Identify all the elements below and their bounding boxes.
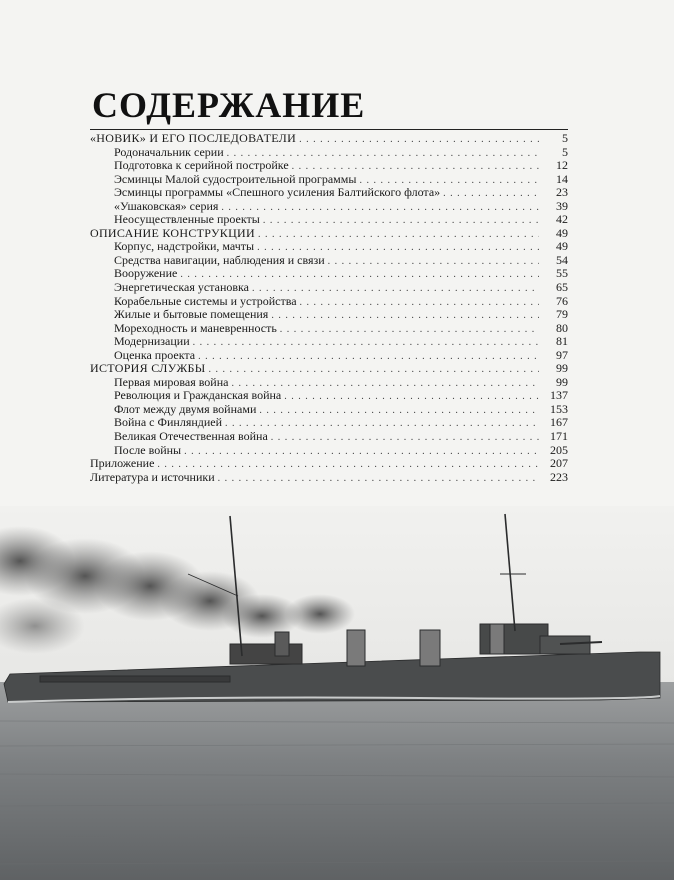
- toc-entry-label: Революция и Гражданская война: [114, 388, 282, 403]
- toc-page-number: 39: [556, 198, 568, 213]
- title-underline: [90, 129, 568, 130]
- dot-leader: [198, 350, 539, 364]
- toc-entry[interactable]: [90, 200, 568, 214]
- toc-page-number: 55: [556, 266, 568, 281]
- toc-entry-label: Средства навигации, наблюдения и связи: [114, 252, 325, 267]
- toc-entry[interactable]: [90, 403, 568, 417]
- toc-page-number: 79: [556, 307, 568, 322]
- toc-entry[interactable]: [90, 322, 568, 336]
- dot-leader: [263, 214, 539, 228]
- dot-leader: [280, 323, 539, 337]
- toc-entry[interactable]: [90, 376, 568, 390]
- dot-leader: [193, 336, 539, 350]
- toc-entry-label: «Ушаковская» серия: [114, 198, 219, 213]
- toc-entry[interactable]: [90, 416, 568, 430]
- dot-leader: [443, 187, 539, 201]
- dot-leader: [258, 228, 539, 242]
- toc-entry[interactable]: [90, 213, 568, 227]
- dot-leader: [225, 417, 539, 431]
- toc-entry[interactable]: [90, 281, 568, 295]
- toc-entry[interactable]: [90, 430, 568, 444]
- toc-page-number: 65: [556, 280, 568, 295]
- toc-entry-label: ОПИСАНИЕ КОНСТРУКЦИИ: [90, 225, 255, 240]
- toc-page-number: 97: [556, 347, 568, 362]
- toc-entry-label: Энергетическая установка: [114, 280, 250, 295]
- toc-entry[interactable]: [90, 389, 568, 403]
- toc-entry[interactable]: [90, 146, 568, 160]
- toc-entry-label: Вооружение: [114, 266, 178, 281]
- toc-entry-label: Подготовка к серийной постройке: [114, 158, 289, 173]
- toc-entry-label: Корабельные системы и устройства: [114, 293, 297, 308]
- destroyer-photo: [0, 506, 674, 880]
- toc-page-number: 49: [556, 239, 568, 254]
- toc-entry[interactable]: [90, 227, 568, 241]
- toc-entry[interactable]: [90, 308, 568, 322]
- toc-entry-label: Модернизации: [114, 334, 190, 349]
- toc-entry-label: ИСТОРИЯ СЛУЖБЫ: [90, 361, 206, 376]
- toc-page-number: 42: [556, 212, 568, 227]
- toc-page-number: 137: [550, 388, 568, 403]
- toc-entry[interactable]: [90, 349, 568, 363]
- toc-entry-label: Флот между двумя войнами: [114, 401, 257, 416]
- page-title: СОДЕРЖАНИЕ: [92, 85, 366, 125]
- toc-entry-label: Неосуществленные проекты: [114, 212, 260, 227]
- toc-page-number: 171: [550, 429, 568, 444]
- dot-leader: [271, 309, 539, 323]
- toc-entry-label: Эсминцы Малой судостроительной программы: [114, 171, 357, 186]
- toc-entry-label: Родоначальник серии: [114, 144, 224, 159]
- toc-page-number: 54: [556, 252, 568, 267]
- toc-entry[interactable]: [90, 159, 568, 173]
- toc-entry-label: Корпус, надстройки, мачты: [114, 239, 255, 254]
- toc-page-number: 205: [550, 442, 568, 457]
- dot-leader: [218, 472, 539, 486]
- toc-entry[interactable]: [90, 186, 568, 200]
- dot-leader: [328, 255, 539, 269]
- toc-page-number: 153: [550, 401, 568, 416]
- dot-leader: [271, 431, 539, 445]
- toc-page-number: 23: [556, 185, 568, 200]
- table-of-contents: [90, 132, 568, 484]
- toc-page-number: 5: [562, 131, 568, 145]
- toc-entry-label: Приложение: [90, 456, 155, 471]
- toc-entry-label: Первая мировая война: [114, 374, 229, 389]
- toc-entry[interactable]: [90, 335, 568, 349]
- toc-entry[interactable]: [90, 295, 568, 309]
- toc-page-number: 207: [550, 456, 568, 471]
- toc-page-number: 223: [550, 469, 568, 484]
- toc-page-number: 49: [556, 225, 568, 240]
- dot-leader: [284, 390, 539, 404]
- dot-leader: [300, 296, 539, 310]
- toc-entry[interactable]: [90, 240, 568, 254]
- dot-leader: [184, 445, 539, 459]
- toc-entry[interactable]: [90, 173, 568, 187]
- toc-page-number: 5: [562, 144, 568, 159]
- toc-page-number: 12: [556, 158, 568, 173]
- toc-page-number: 14: [556, 171, 568, 186]
- toc-entry-label: Великая Отечественная война: [114, 429, 268, 444]
- dot-leader: [209, 363, 540, 377]
- toc-entry[interactable]: [90, 254, 568, 268]
- dot-leader: [221, 201, 539, 215]
- toc-entry[interactable]: [90, 444, 568, 458]
- toc-entry-label: Жилые и бытовые помещения: [114, 307, 269, 322]
- toc-entry-label: Мореходность и маневренность: [114, 320, 277, 335]
- toc-entry[interactable]: [90, 471, 568, 485]
- dot-leader: [259, 404, 539, 418]
- toc-entry[interactable]: [90, 457, 568, 471]
- toc-page-number: 76: [556, 293, 568, 308]
- toc-entry[interactable]: [90, 267, 568, 281]
- toc-entry-label: Литература и источники: [90, 469, 215, 484]
- toc-entry-label: После войны: [114, 442, 182, 457]
- toc-entry-label: «НОВИК» И ЕГО ПОСЛЕДОВАТЕЛИ: [90, 131, 297, 145]
- toc-page-number: 99: [556, 374, 568, 389]
- toc-entry[interactable]: [90, 362, 568, 376]
- toc-entry[interactable]: [90, 132, 568, 146]
- toc-entry-label: Эсминцы программы «Спешного усиления Балтийского флота»: [114, 185, 441, 200]
- sea: [0, 682, 674, 880]
- toc-entry-label: Война с Финляндией: [114, 415, 223, 430]
- toc-page-number: 167: [550, 415, 568, 430]
- dot-leader: [299, 133, 539, 147]
- toc-entry-label: Оценка проекта: [114, 347, 196, 362]
- toc-page-number: 81: [556, 334, 568, 349]
- toc-page-number: 80: [556, 320, 568, 335]
- toc-page-number: 99: [556, 361, 568, 376]
